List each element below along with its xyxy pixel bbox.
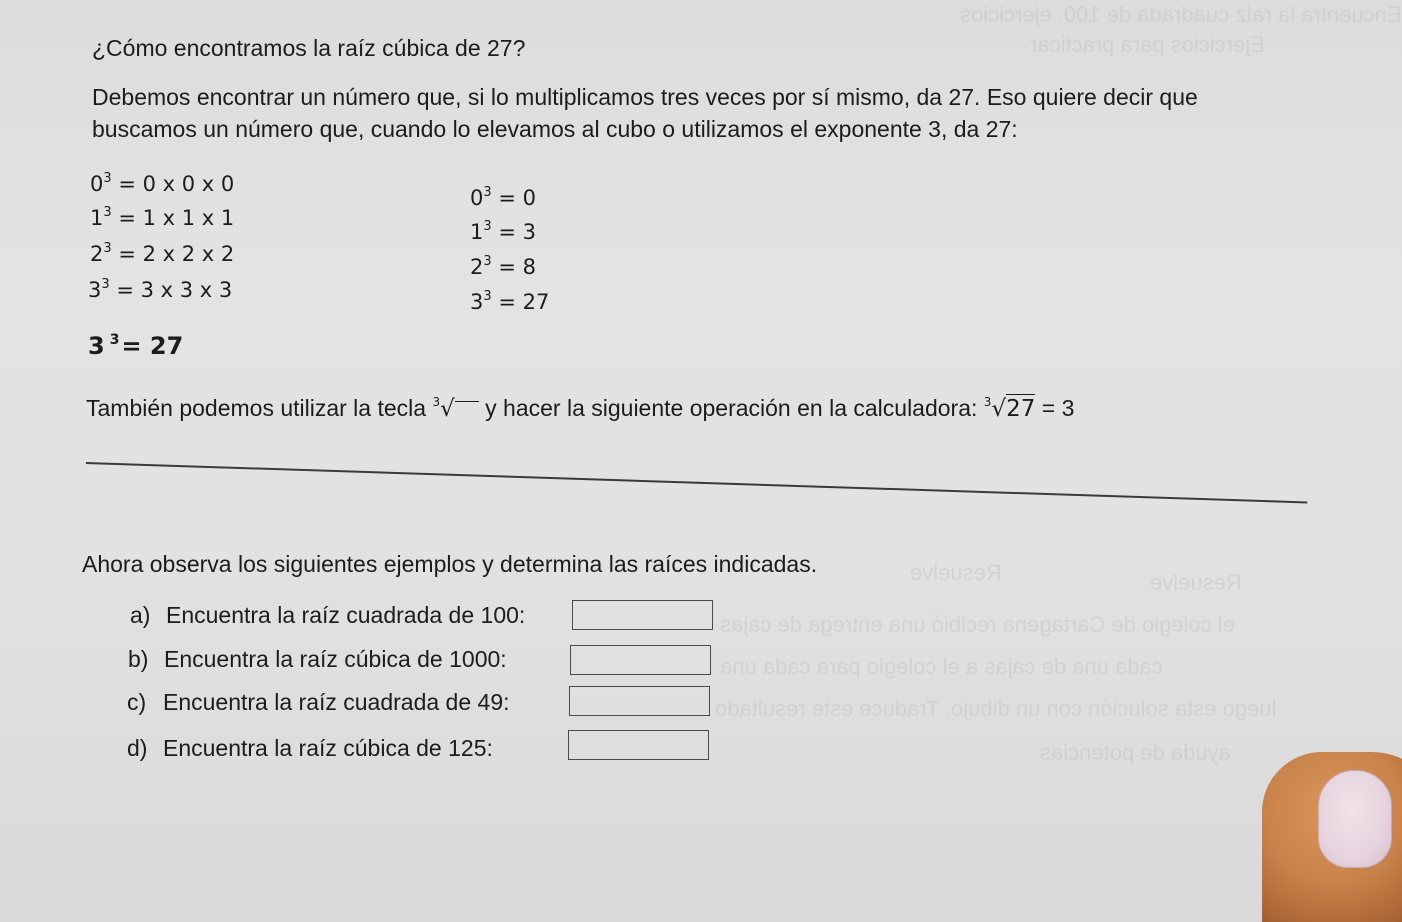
exercise-item: d) Encuentra la raíz cúbica de 125: bbox=[127, 735, 493, 761]
calculator-instruction: También podemos utilizar la tecla $^3$√ y hacer la siguiente operación en la calculadora: $^3$√27 = 3 bbox=[86, 395, 1075, 422]
intro-paragraph-line-2: buscamos un número que, cuando lo elevamos al cubo o utilizamos el exponente 3, da 27: bbox=[92, 116, 1018, 142]
exercise-item: a) Encuentra la raíz cuadrada de 100: bbox=[130, 602, 526, 628]
intro-paragraph-line-1: Debemos encontrar un número que, si lo multiplicamos tres veces por sí mismo, da 27. Eso quiere decir que bbox=[92, 84, 1198, 110]
power-expanded-row: $0^3 = 0$ x 0 x 0 bbox=[90, 171, 235, 196]
bleed-through-text: Encuentra la raíz cuadrada de 100: ejercicios bbox=[960, 2, 1402, 27]
bleed-through-text: luego esta solución con un dibujo. Traduce este resultado bbox=[715, 696, 1277, 721]
power-result-row: $0^3 = 0$ bbox=[470, 185, 536, 210]
power-expanded-row: $2^3 = 2$ x 2 x 2 bbox=[90, 241, 235, 266]
power-result-row: $1^3 = 3$ bbox=[470, 219, 536, 244]
power-expanded-row: $1^3 = 1$ x 1 x 1 bbox=[90, 205, 235, 230]
bleed-through-text: Resuelve bbox=[910, 560, 1002, 585]
answer-box-b[interactable] bbox=[570, 645, 711, 675]
answer-box-c[interactable] bbox=[569, 686, 710, 716]
thumbnail-nail bbox=[1318, 770, 1392, 868]
bleed-through-text: cada una de cajas a el colegio para cada una bbox=[720, 654, 1163, 679]
cube-root-operation: $^3$√27 bbox=[983, 395, 1036, 422]
conclusion-equation: 3 $^3$= 27 bbox=[88, 332, 184, 360]
section-divider bbox=[86, 462, 1307, 503]
power-result-row: $2^3 = 8$ bbox=[470, 254, 536, 279]
power-expanded-row: $3^3 = 3$ x 3 x 3 bbox=[88, 277, 233, 302]
answer-box-a[interactable] bbox=[572, 600, 713, 630]
bleed-through-text: el colegio de Cartagena recibió una entrega de cajas bbox=[720, 612, 1235, 637]
exercise-item: b) Encuentra la raíz cúbica de 1000: bbox=[128, 646, 507, 672]
power-result-row: $3^3 = 27$ bbox=[470, 289, 550, 314]
bleed-through-text: ayuda de potencias bbox=[1040, 740, 1231, 765]
cube-root-key-icon: $^3$√ bbox=[432, 396, 478, 421]
exercises-intro: Ahora observa los siguientes ejemplos y determina las raíces indicadas. bbox=[82, 551, 818, 577]
answer-box-d[interactable] bbox=[568, 730, 709, 760]
page-title: ¿Cómo encontramos la raíz cúbica de 27? bbox=[92, 35, 526, 61]
exercise-item: c) Encuentra la raíz cuadrada de 49: bbox=[127, 689, 510, 715]
bleed-through-text: Resuelve bbox=[1150, 570, 1242, 595]
bleed-through-text: Ejercicios para practicar bbox=[1030, 32, 1265, 57]
